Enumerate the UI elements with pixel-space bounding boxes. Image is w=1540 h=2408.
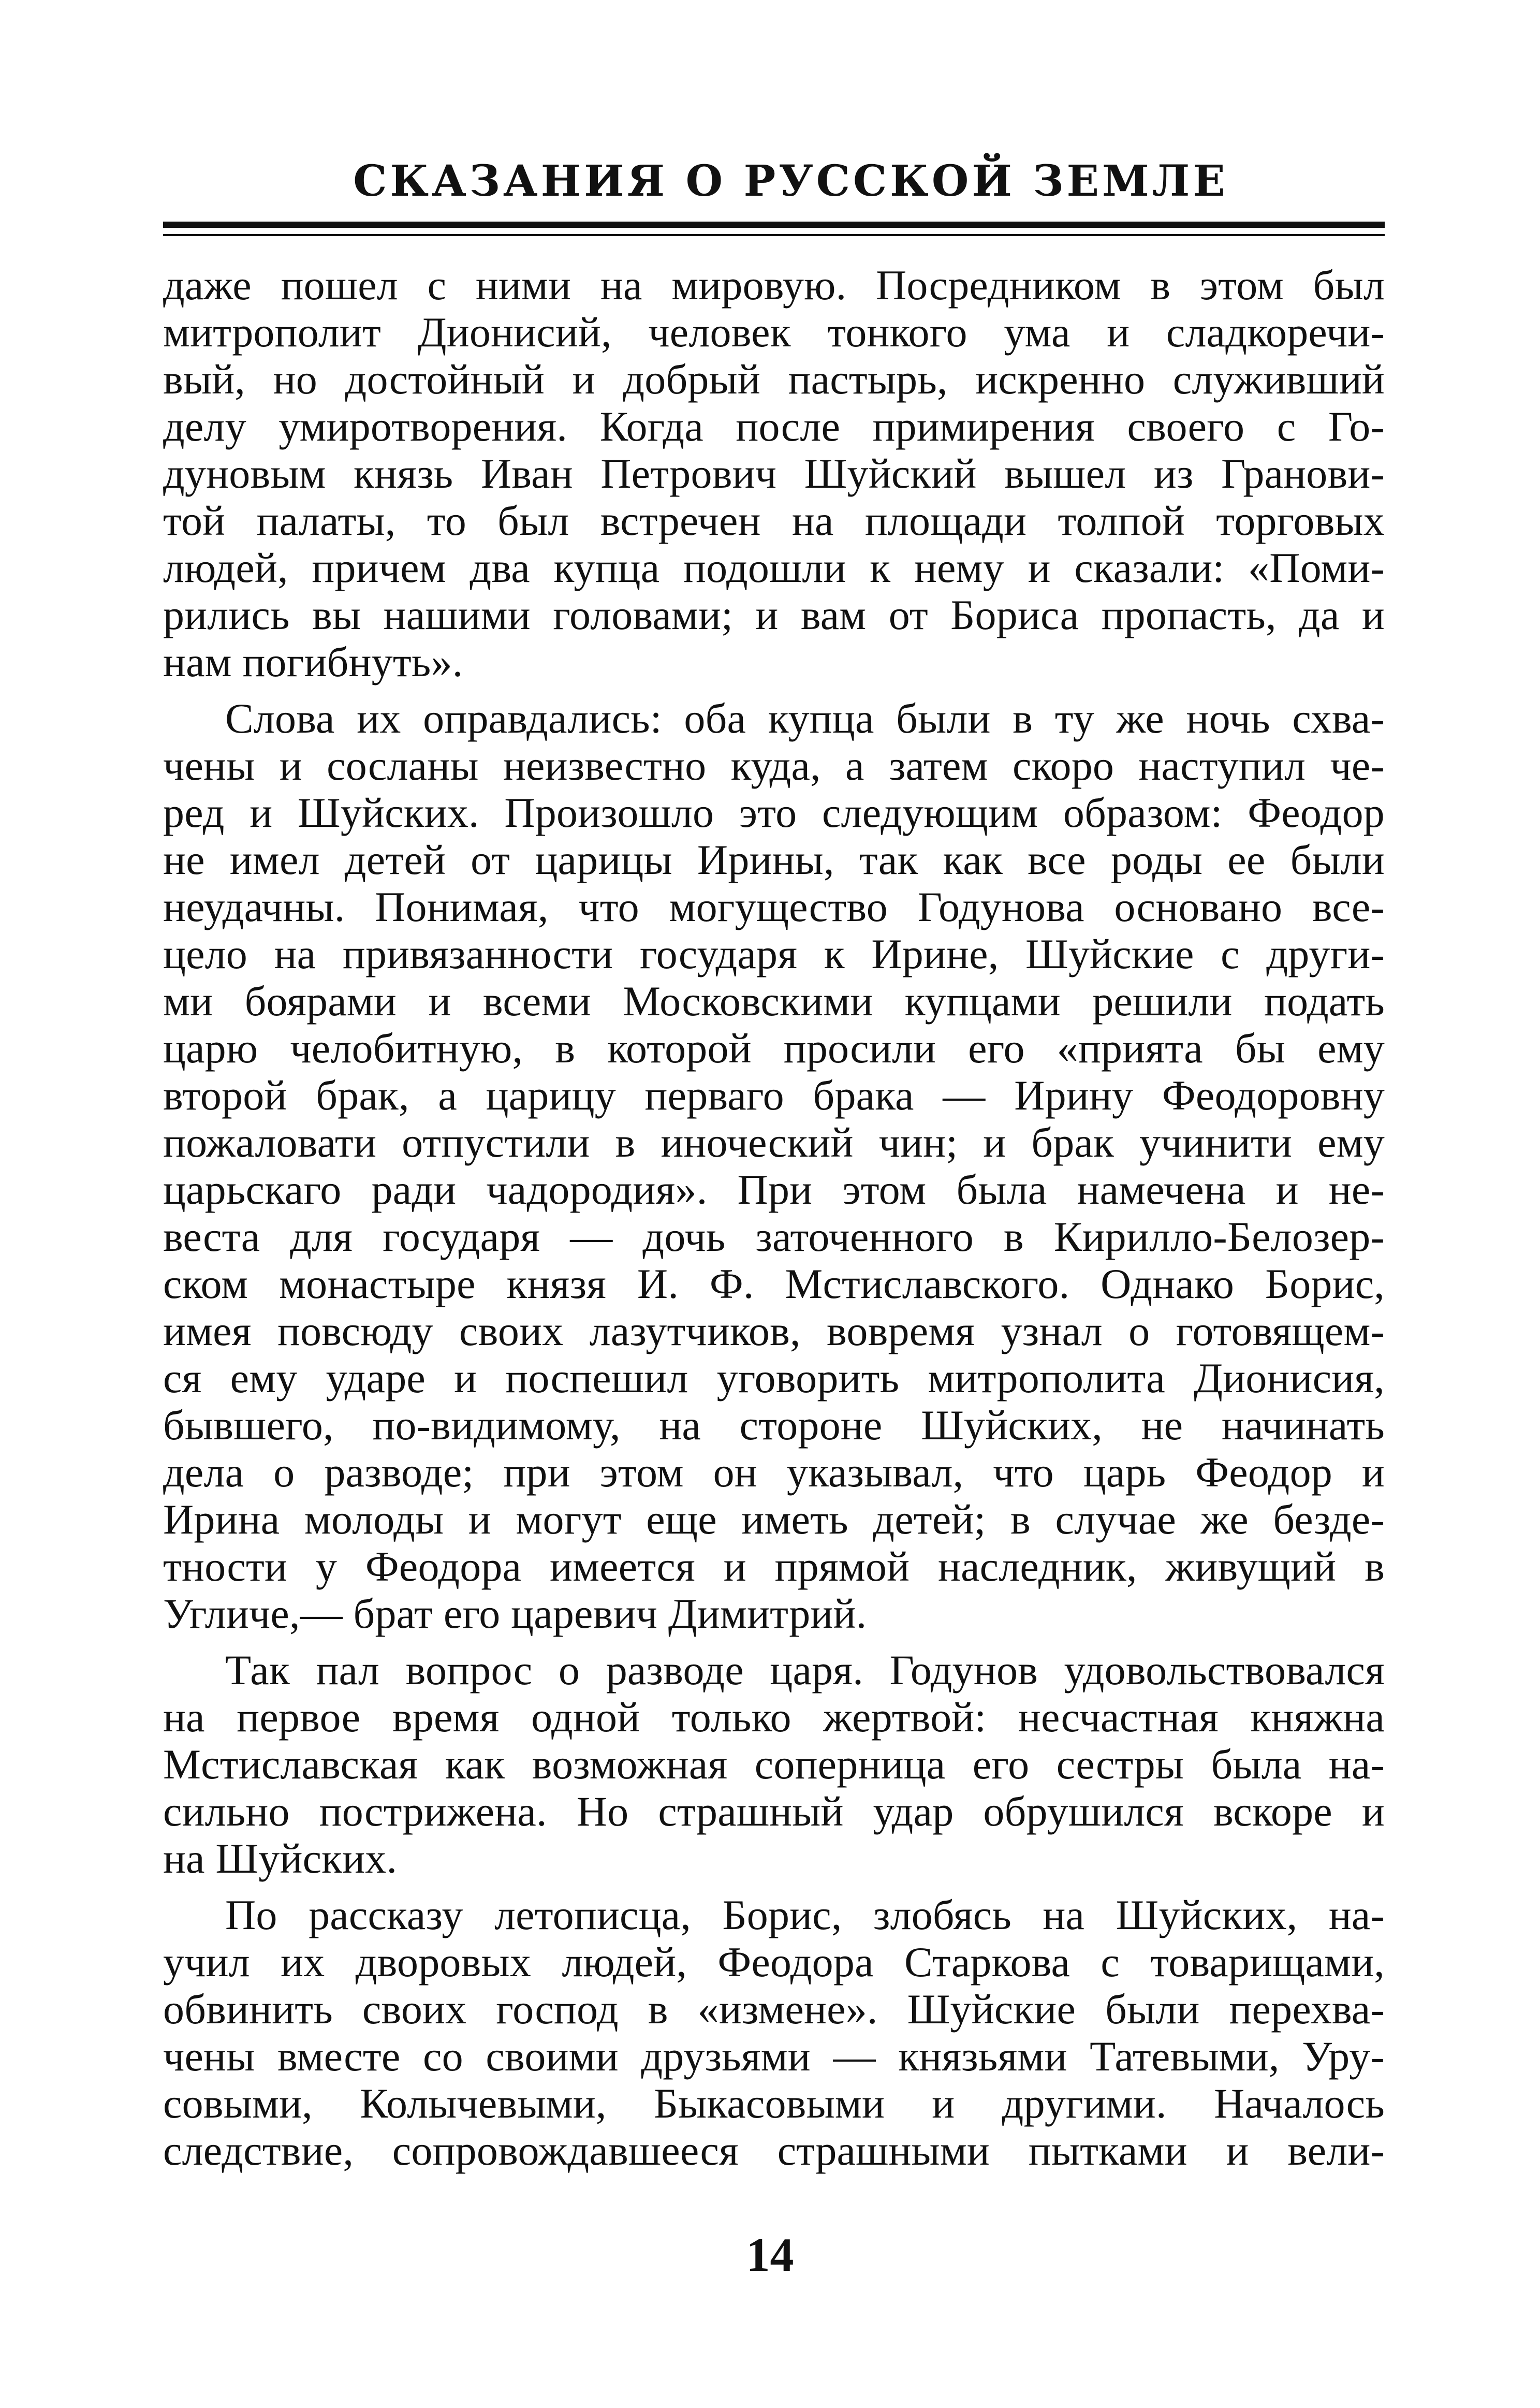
text-line: нам погибнуть». <box>163 638 463 685</box>
text-line: митрополит Дионисий, человек тонкого ума и сладкоречи- <box>163 309 1385 356</box>
text-line: Слова их оправдались: оба купца были в ту же ночь схва- <box>225 695 1385 742</box>
text-line: на первое время одной только жертвой: несчастная княжна <box>163 1694 1385 1741</box>
text-line: ми боярами и всеми Московскими купцами решили подать <box>163 977 1385 1025</box>
text-line: Ирина молоды и могут еще иметь детей; в случае же безде- <box>163 1496 1385 1543</box>
text-line: тности у Феодора имеется и прямой наследник, живущий в <box>163 1543 1385 1590</box>
text-line: совыми, Колычевыми, Быкасовыми и другими. Началось <box>163 2080 1385 2127</box>
text-line: людей, причем два купца подошли к нему и сказали: «Поми- <box>163 544 1385 591</box>
text-line: ском монастыре князя И. Ф. Мстиславского. Однако Борис, <box>163 1260 1385 1307</box>
text-line: обвинить своих господ в «измене». Шуйские были перехва- <box>163 1986 1385 2033</box>
text-line: Мстиславская как возможная соперница его сестры была на- <box>163 1741 1385 1788</box>
text-line: на Шуйских. <box>163 1835 398 1882</box>
text-line: той палаты, то был встречен на площади толпой торговых <box>163 497 1385 544</box>
text-line: учил их дворовых людей, Феодора Старкова с товарищами, <box>163 1938 1385 1986</box>
header-rule-thick <box>163 222 1385 228</box>
text-line: ред и Шуйских. Произошло это следующим образом: Феодор <box>163 789 1385 836</box>
text-line: По рассказу летописца, Борис, злобясь на Шуйских, на- <box>225 1891 1385 1938</box>
text-line: Угличе,— брат его царевич Димитрий. <box>163 1590 867 1637</box>
text-line: имея повсюду своих лазутчиков, вовремя узнал о готовящем- <box>163 1307 1385 1354</box>
text-line: Так пал вопрос о разводе царя. Годунов удовольствовался <box>225 1646 1385 1694</box>
text-line: дуновым князь Иван Петрович Шуйский вышел из Гранови- <box>163 450 1385 497</box>
paragraph-1 <box>163 261 1385 685</box>
text-line: даже пошел с ними на мировую. Посредником в этом был <box>163 261 1385 309</box>
paragraph-2 <box>163 695 1385 1637</box>
text-line: царю челобитную, в которой просили его «прията бы ему <box>163 1025 1385 1072</box>
text-line: дела о разводе; при этом он указывал, что царь Феодор и <box>163 1449 1385 1496</box>
text-line: ся ему ударе и поспешил уговорить митрополита Дионисия, <box>163 1354 1385 1402</box>
text-line: царьскаго ради чадородия». При этом была намечена и не- <box>163 1166 1385 1213</box>
text-line: чены вместе со своими друзьями — князьями Татевыми, Уру- <box>163 2033 1385 2080</box>
running-title: СКАЗАНИЯ О РУССКОЙ ЗЕМЛЕ <box>353 156 1228 206</box>
text-line: рились вы нашими головами; и вам от Бориса пропасть, да и <box>163 591 1385 638</box>
header-rule-thin <box>163 234 1385 236</box>
paragraph-4 <box>163 1891 1385 2174</box>
text-line: сильно пострижена. Но страшный удар обрушился вскоре и <box>163 1788 1385 1835</box>
text-line: чены и сосланы неизвестно куда, а затем скоро наступил че- <box>163 742 1385 789</box>
text-line: неудачны. Понимая, что могущество Годунова основано все- <box>163 883 1385 930</box>
text-line: делу умиротворения. Когда после примирения своего с Го- <box>163 403 1385 450</box>
text-line: цело на привязанности государя к Ирине, Шуйские с други- <box>163 930 1385 977</box>
paragraph-3 <box>163 1646 1385 1882</box>
text-line: веста для государя — дочь заточенного в Кирилло-Белозер- <box>163 1213 1385 1260</box>
text-line: следствие, сопровождавшееся страшными пытками и вели- <box>163 2127 1385 2174</box>
text-line: бывшего, по-видимому, на стороне Шуйских, не начинать <box>163 1402 1385 1449</box>
body-text <box>163 261 1385 2174</box>
text-line: вый, но достойный и добрый пастырь, искренно служивший <box>163 356 1385 403</box>
page-number: 14 <box>746 2228 794 2281</box>
text-line: пожаловати отпустили в иноческий чин; и брак учинити ему <box>163 1119 1385 1166</box>
text-line: второй брак, а царицу перваго брака — Ирину Феодоровну <box>163 1072 1385 1119</box>
text-line: не имел детей от царицы Ирины, так как все роды ее были <box>163 836 1385 883</box>
